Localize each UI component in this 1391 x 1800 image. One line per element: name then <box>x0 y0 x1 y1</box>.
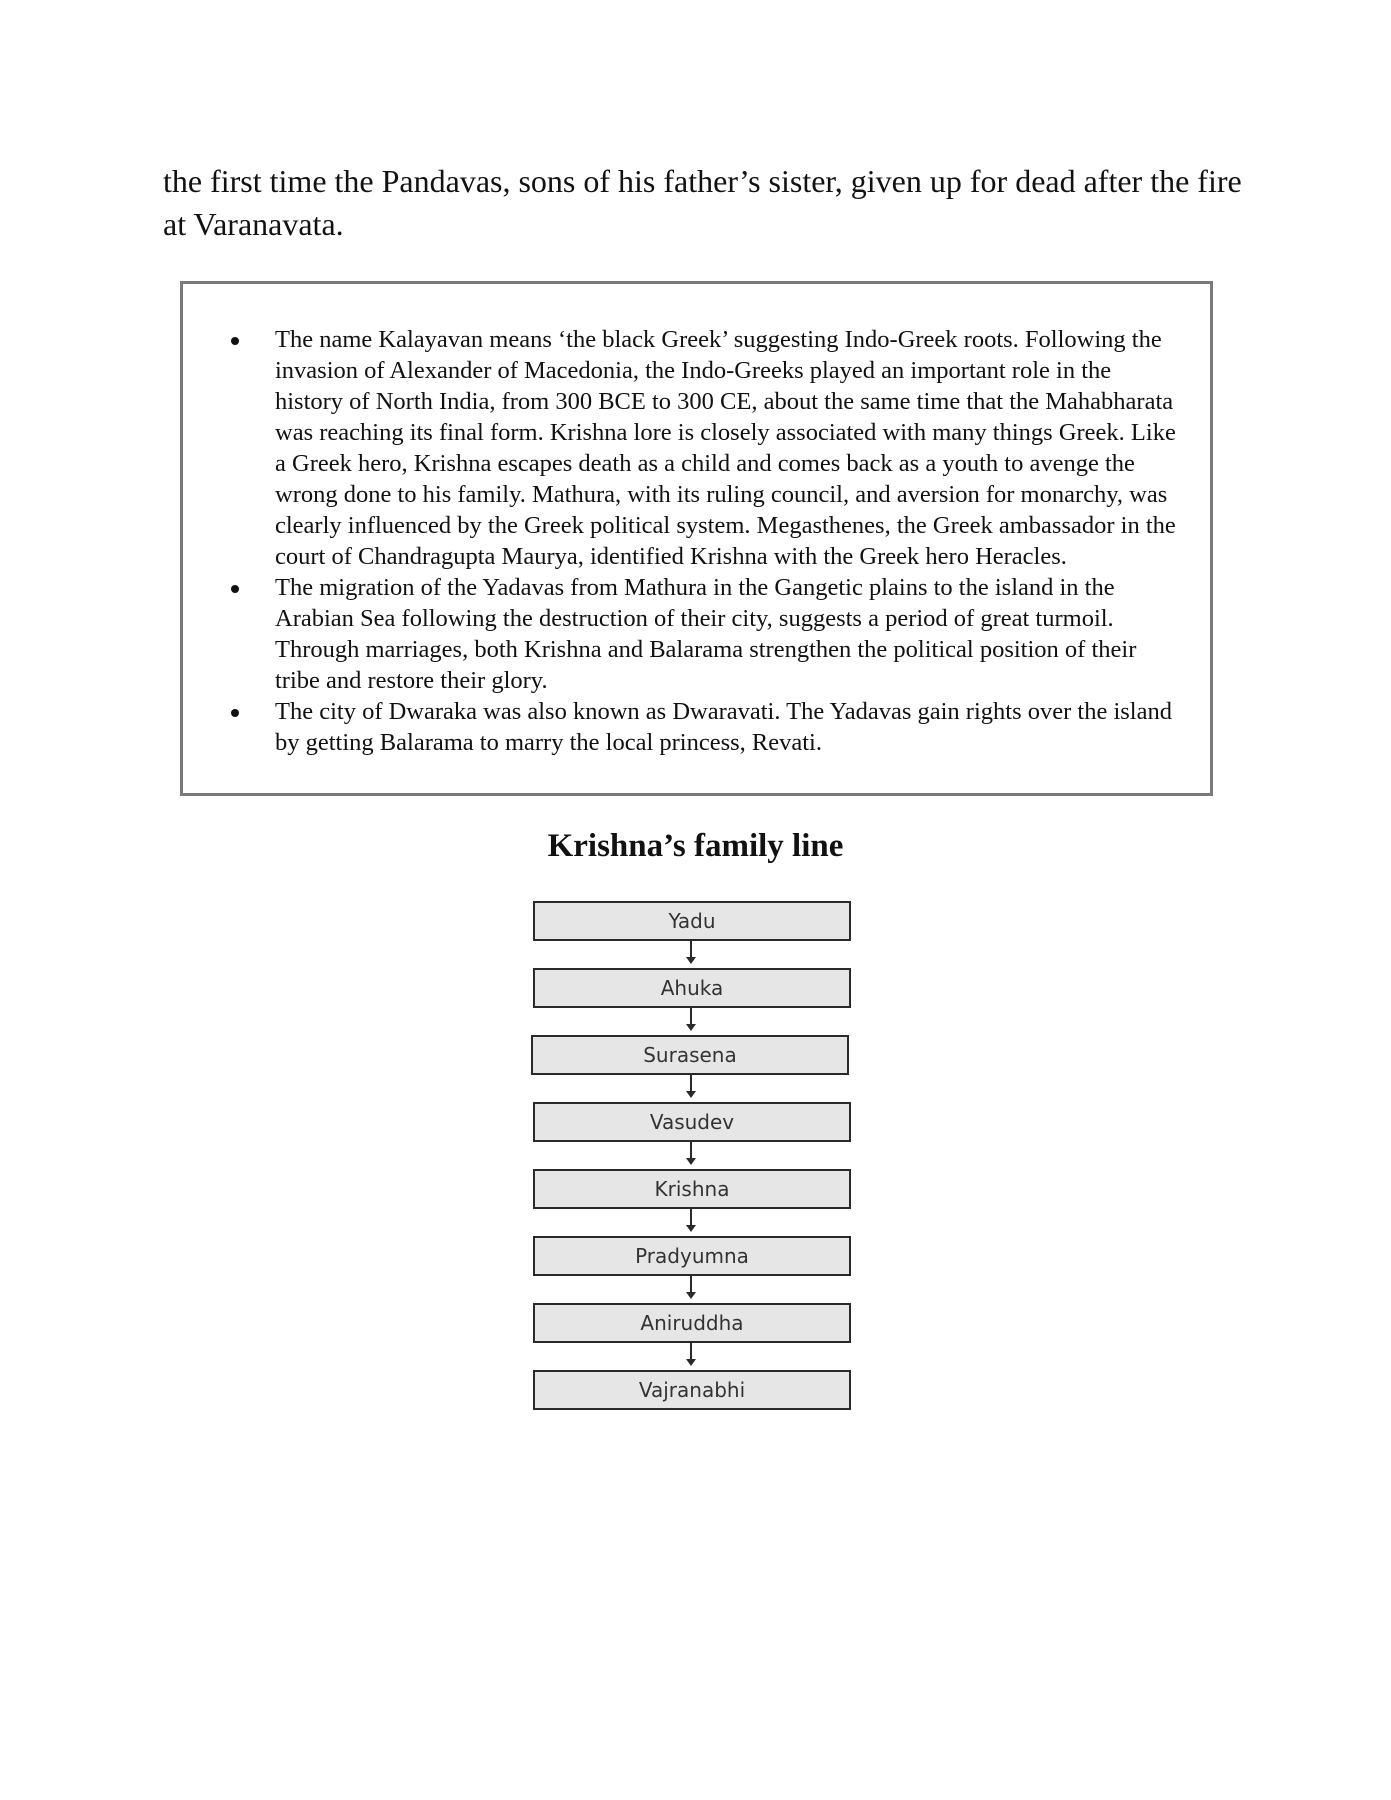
connector-line <box>690 1343 692 1359</box>
intro-paragraph: the first time the Pandavas, sons of his father’s sister, given up for dead after the fire at Varanavata. <box>163 163 1242 242</box>
connector-line <box>690 941 692 957</box>
arrow-down-icon <box>686 1292 696 1299</box>
connector-line <box>690 1142 692 1158</box>
note-item: The name Kalayavan means ‘the black Greek’ suggesting Indo-Greek roots. Following the invasion of Alexander of Macedonia, the Indo-Greeks played an important role in the history of North India, from 300 BCE to 300 CE, about the same time that the Mahabharata was reaching its final form. Krishna lore is closely associated with many things Greek. Like a Greek hero, Krishna escapes death as a child and comes back as a youth to avenge the wrong done to his family. Mathura, with its ruling council, and aversion for monarchy, was clearly influenced by the Greek political system. Megasthenes, the Greek ambassador in the court of Chandragupta Maurya, identified Krishna with the Greek hero Heracles. <box>229 324 1179 572</box>
connector-line <box>690 1075 692 1091</box>
family-node-vajranabhi: Vajranabhi <box>533 1370 851 1410</box>
family-line-title: Krishna’s family line <box>547 828 844 864</box>
family-node-aniruddha: Aniruddha <box>533 1303 851 1343</box>
family-line-chart <box>533 901 851 1411</box>
arrow-down-icon <box>686 1091 696 1098</box>
connector-line <box>690 1008 692 1024</box>
family-node-krishna: Krishna <box>533 1169 851 1209</box>
arrow-down-icon <box>686 1158 696 1165</box>
connector-line <box>690 1209 692 1225</box>
family-node-pradyumna: Pradyumna <box>533 1236 851 1276</box>
arrow-down-icon <box>686 1024 696 1031</box>
family-node-surasena: Surasena <box>531 1035 849 1075</box>
arrow-down-icon <box>686 1359 696 1366</box>
connector-line <box>690 1276 692 1292</box>
note-item: The city of Dwaraka was also known as Dwaravati. The Yadavas gain rights over the island by getting Balarama to marry the local princess, Revati. <box>229 696 1179 758</box>
note-box <box>180 281 1213 796</box>
arrow-down-icon <box>686 957 696 964</box>
note-item: The migration of the Yadavas from Mathura in the Gangetic plains to the island in the Arabian Sea following the destruction of their city, suggests a period of great turmoil. Through marriages, both Krishna and Balarama strengthen the political position of their tribe and restore their glory. <box>229 572 1179 696</box>
family-node-yadu: Yadu <box>533 901 851 941</box>
family-node-vasudev: Vasudev <box>533 1102 851 1142</box>
arrow-down-icon <box>686 1225 696 1232</box>
note-list <box>229 324 1179 758</box>
family-node-ahuka: Ahuka <box>533 968 851 1008</box>
